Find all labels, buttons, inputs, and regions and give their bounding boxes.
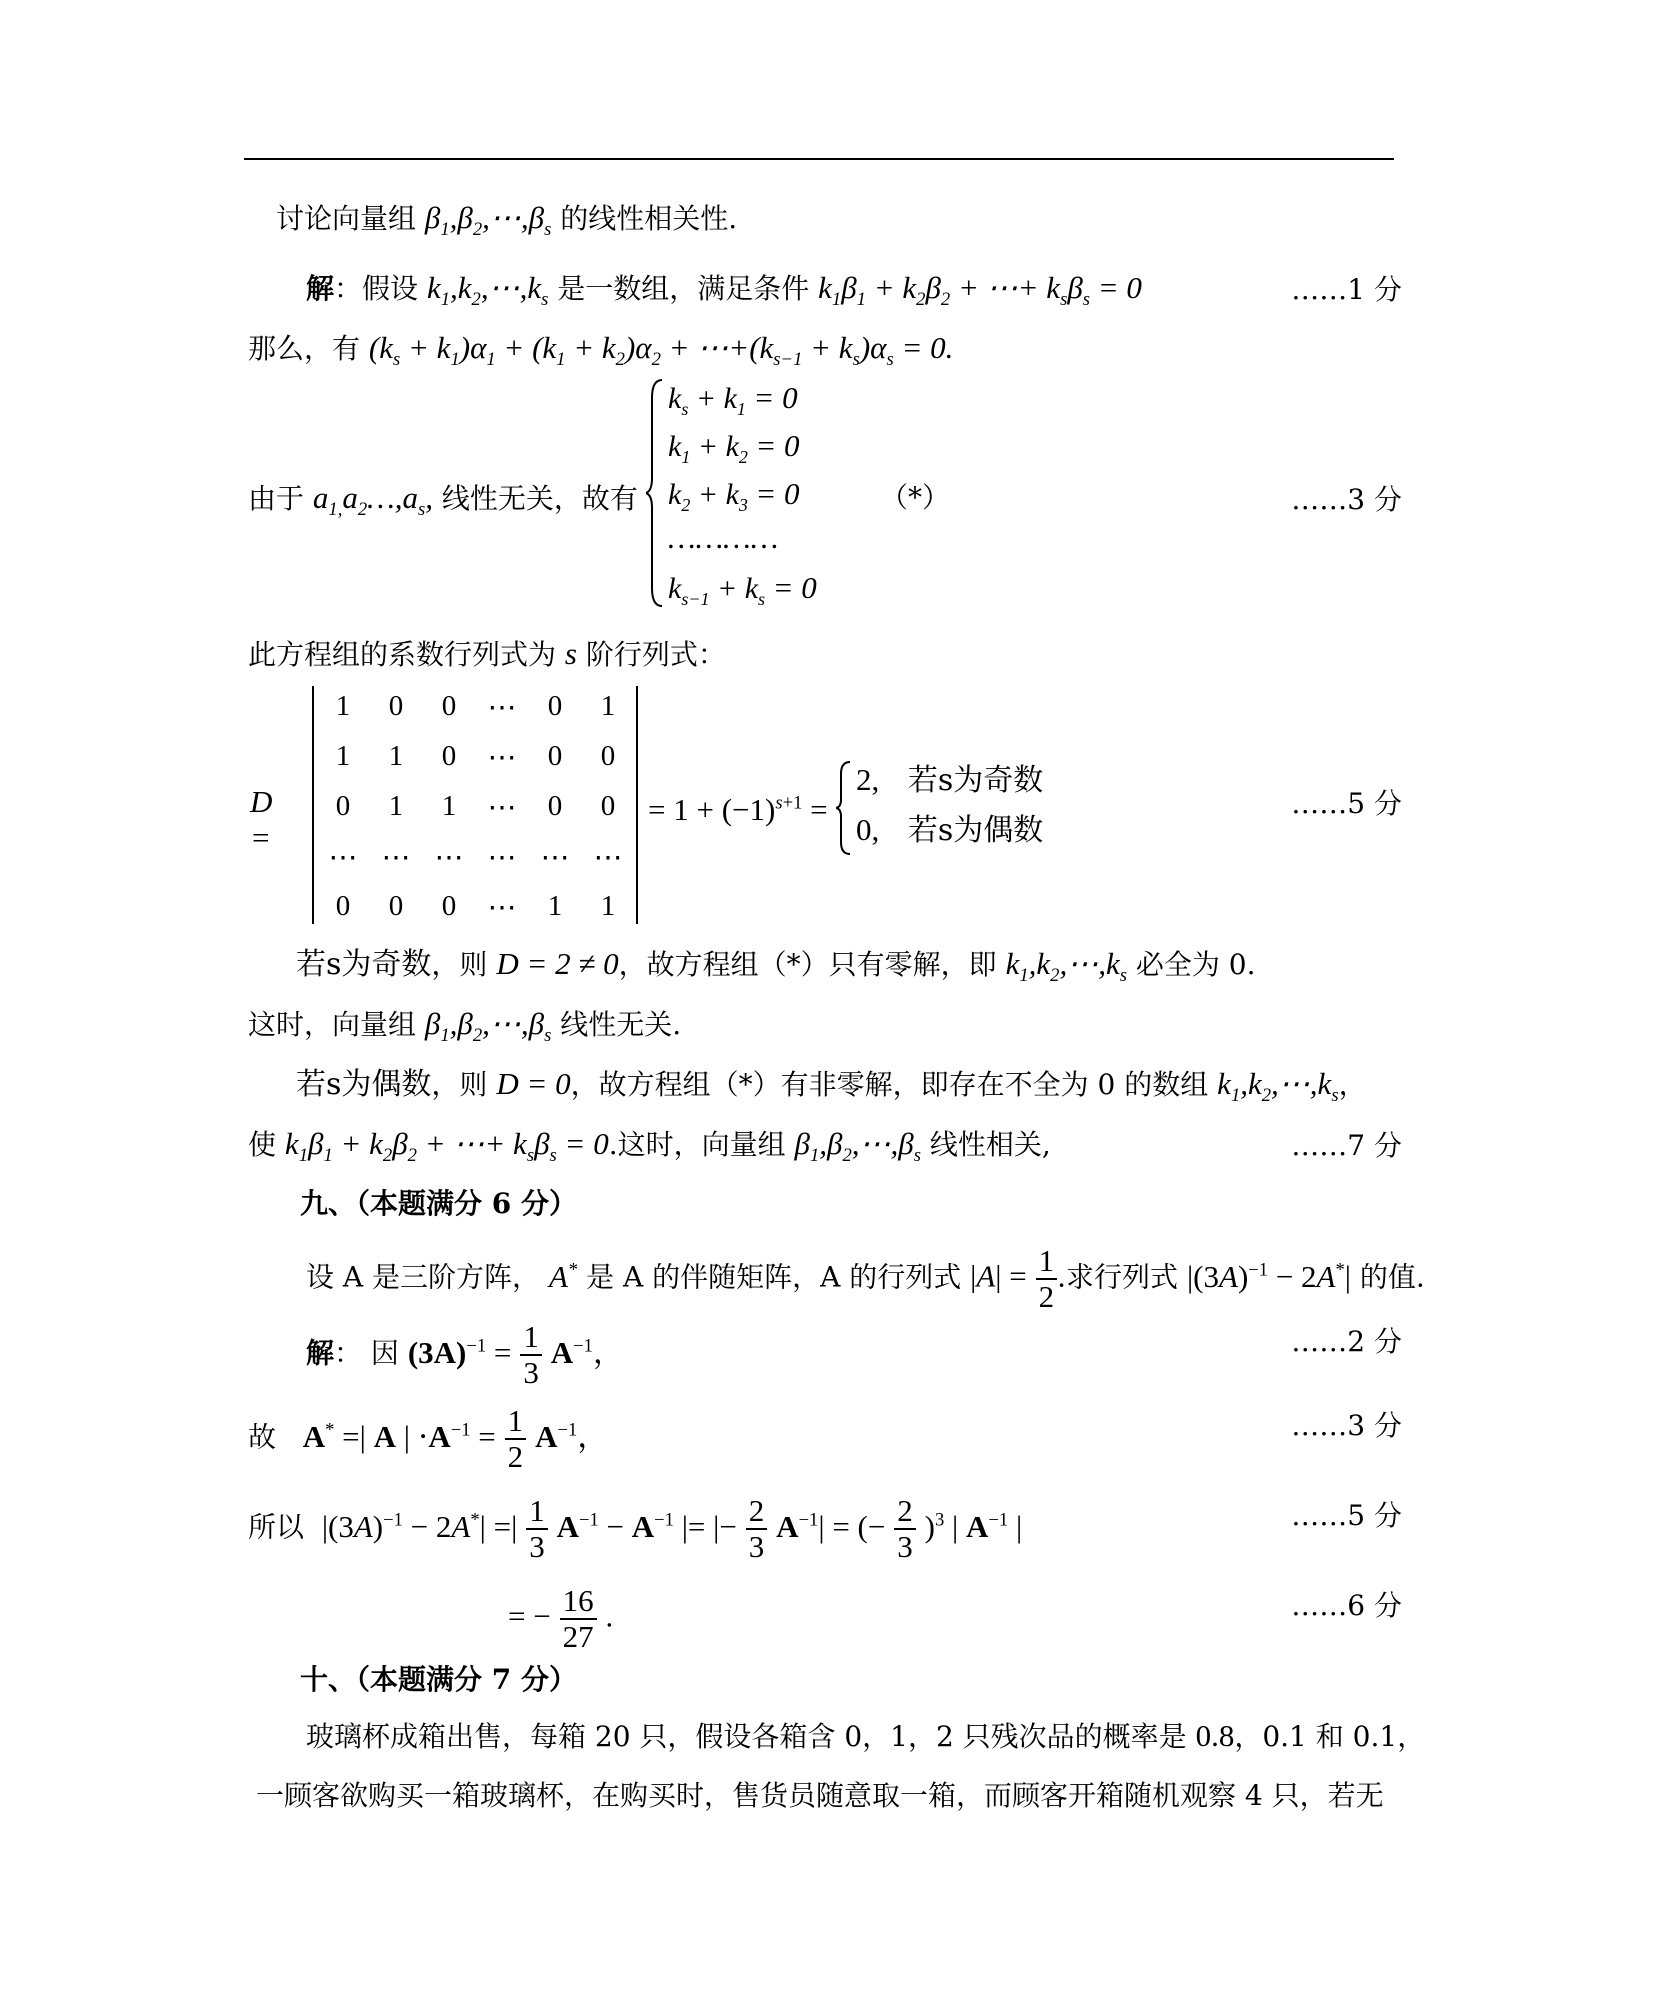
det-cell: ⋯ bbox=[487, 892, 517, 924]
det-cell: 1 bbox=[335, 690, 351, 722]
q9-score-2: ……2 分 bbox=[1291, 1325, 1402, 1358]
q8-solution-line: 解：假设 $k_1,k_2,\cdots,k_s$ 是一数组，满足条件 $k_1\beta_1 + k_2\beta_2$ + ⋯+ $k_s\beta_s = 0$ bbox=[306, 270, 1142, 311]
q9-sol-line4: = − $\frac{16}{27}$ . bbox=[508, 1583, 614, 1655]
det-cell: 1 bbox=[547, 890, 563, 922]
even-case-line: 若s为偶数，则 D = 0，故方程组（*）有非零解，即存在不全为 0 的数组 $k_1,k_2,\cdots,k_s$， bbox=[296, 1066, 1367, 1107]
q10-heading: 十、（本题满分 7 分） bbox=[300, 1663, 577, 1696]
q9-heading: 九、（本题满分 6 分） bbox=[300, 1187, 577, 1220]
det-cell: 1 bbox=[335, 740, 351, 772]
q9-sol-line1: 解： 因 $(3A)^{-1}$ = $\frac{1}{3}$ $A^{-1}$， bbox=[306, 1319, 624, 1391]
det-cell: ⋯ bbox=[381, 842, 411, 874]
even-case-line2: 使 $k_1\beta_1 + k_2\beta_2$ + ⋯+ $k_s\beta_s = 0$.这时，向量组 $\beta_1,\beta_2,\cdots,\beta_s$ 线性相关, bbox=[248, 1126, 1051, 1167]
det-cell: 0 bbox=[388, 690, 404, 722]
det-cell: 1 bbox=[441, 790, 457, 822]
left-brace-icon bbox=[646, 378, 664, 608]
det-cell: 1 bbox=[388, 740, 404, 772]
q9-score-3: ……3 分 bbox=[1291, 1409, 1402, 1442]
odd-case-line: 若s为奇数，则 D = 2 ≠ 0，故方程组（*）只有零解，即 $k_1,k_2,\cdots,k_s$ 必全为 0. bbox=[296, 946, 1256, 987]
q8-coef-line: 此方程组的系数行列式为 s 阶行列式： bbox=[248, 636, 726, 671]
det-cell: 0 bbox=[335, 790, 351, 822]
det-cell: ⋯ bbox=[487, 692, 517, 724]
det-cell: 0 bbox=[600, 740, 616, 772]
q8-line1: 讨论向量组 $\beta_1,\beta_2,\cdots,\beta_s$ 的线性相关性. bbox=[276, 200, 738, 241]
odd-case-line2: 这时，向量组 $\beta_1,\beta_2,\cdots,\beta_s$ 线性无关. bbox=[248, 1006, 682, 1047]
q9-sol-line2: 故 A* =| A | $\cdot A^{-1}$ = $\frac{1}{2}$ $A^{-1}$， bbox=[248, 1403, 609, 1475]
score-7: ……7 分 bbox=[1291, 1129, 1402, 1162]
score-3: ……3 分 bbox=[1291, 483, 1402, 516]
case-brace-icon bbox=[836, 760, 852, 856]
score-1: ……1 分 bbox=[1291, 273, 1402, 306]
q9-prompt: 设 A 是三阶方阵， A* 是 A 的伴随矩阵，A 的行列式 |A| = $\frac{1}{2}$ .求行列式 $|(3A)^{-1} - 2A^*|$ 的值. bbox=[306, 1243, 1425, 1315]
det-cell: 0 bbox=[600, 790, 616, 822]
det-cell: 0 bbox=[441, 740, 457, 772]
q9-sol-line3: 所以 $|(3A)^{-1} - 2A^*|$ =| $\frac{1}{3}$ $A^{-1} - A^{-1}$ |= |− $\frac{2}{3}$ $A^{-1}|$ = (− $\frac{2}{3}$ )$^3$ | $A^{-1}$ | bbox=[248, 1493, 1023, 1565]
det-cell: 0 bbox=[441, 890, 457, 922]
det-label: D = bbox=[250, 784, 273, 855]
eq-2: $k_1 + k_2 = 0$ bbox=[668, 428, 800, 467]
det-cell: ⋯ bbox=[487, 842, 517, 874]
det-right-bar bbox=[636, 686, 638, 924]
det-left-bar bbox=[312, 686, 314, 924]
q9-score-5: ……5 分 bbox=[1291, 1499, 1402, 1532]
det-cell: 0 bbox=[441, 690, 457, 722]
eq-3: $k_2 + k_3 = 0$ bbox=[668, 476, 800, 515]
header-rule bbox=[244, 158, 1394, 160]
det-cell: 0 bbox=[547, 790, 563, 822]
q10-line2: 一顾客欲购买一箱玻璃杯，在购买时，售货员随意取一箱，而顾客开箱随机观察 4 只，若无 bbox=[256, 1779, 1384, 1812]
det-cell: ⋯ bbox=[540, 842, 570, 874]
det-cell: 1 bbox=[388, 790, 404, 822]
det-cell: ⋯ bbox=[593, 842, 623, 874]
det-cell: 0 bbox=[547, 690, 563, 722]
det-cell: ⋯ bbox=[434, 842, 464, 874]
score-5: ……5 分 bbox=[1291, 787, 1402, 820]
det-cell: ⋯ bbox=[487, 792, 517, 824]
det-cell: 0 bbox=[547, 740, 563, 772]
case-even: 0, 若s为偶数 bbox=[856, 812, 1044, 848]
q9-score-6: ……6 分 bbox=[1291, 1589, 1402, 1622]
det-cell: 1 bbox=[600, 690, 616, 722]
q10-line1: 玻璃杯成箱出售，每箱 20 只，假设各箱含 0，1，2 只残次品的概率是 0.8，0.1 和 0.1， bbox=[306, 1718, 1426, 1753]
q8-then-line: 那么，有 $(k_s + k_1)\alpha_1 + (k_1 + k_2)\alpha_2$ + $\cdots+(k_{s-1} + k_s)\alpha_s = 0$. bbox=[248, 330, 954, 371]
q8-since-line: 由于 $a_{1,}a_2\dots,a_s$, 线性无关，故有 bbox=[248, 480, 638, 521]
det-cell: 0 bbox=[335, 890, 351, 922]
eq-dots: ………… bbox=[668, 520, 779, 555]
det-cell: ⋯ bbox=[487, 742, 517, 774]
det-cell: 1 bbox=[600, 890, 616, 922]
system-star: （*） bbox=[880, 481, 951, 514]
det-result: = $1 + (-1)^{s+1}$ = bbox=[648, 792, 828, 828]
det-cell: ⋯ bbox=[328, 842, 358, 874]
case-odd: 2, 若s为奇数 bbox=[856, 762, 1044, 798]
det-cell: 0 bbox=[388, 890, 404, 922]
eq-1: $k_s + k_1 = 0$ bbox=[668, 380, 798, 419]
eq-last: $k_{s-1} + k_s = 0$ bbox=[668, 570, 817, 609]
